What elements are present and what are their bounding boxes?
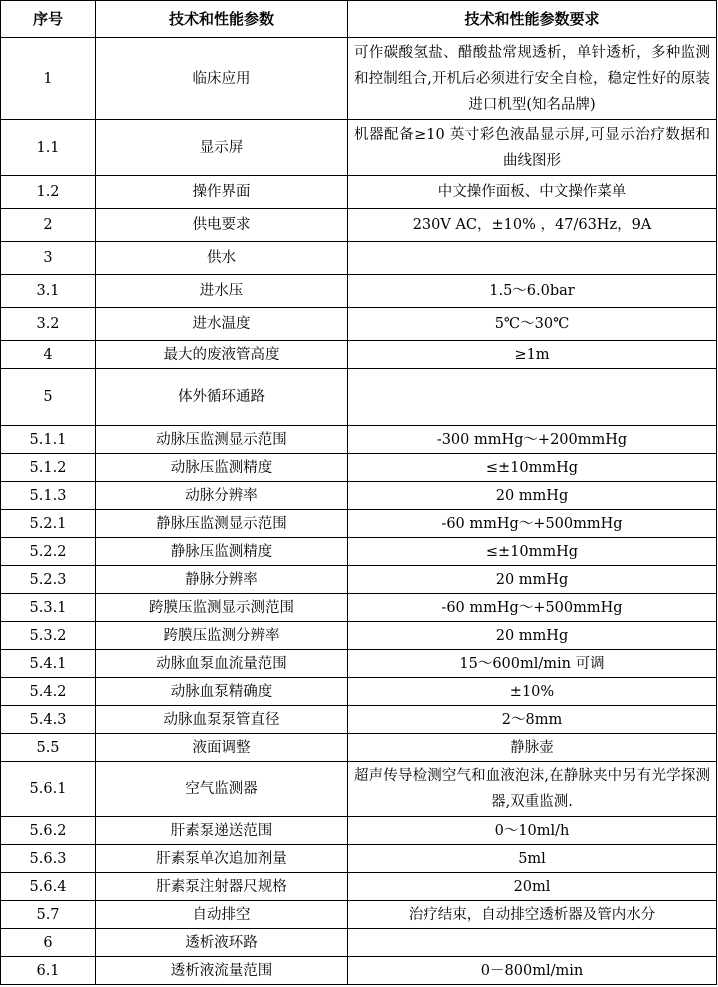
row-number: 3.2 bbox=[1, 308, 96, 341]
row-number: 5.6.4 bbox=[1, 873, 96, 901]
header-param: 技术和性能参数 bbox=[96, 1, 348, 38]
table-row bbox=[1, 706, 717, 734]
param-requirement: 中文操作面板、中文操作菜单 bbox=[348, 176, 717, 209]
table-row bbox=[1, 622, 717, 650]
param-requirement: ≥1m bbox=[348, 341, 717, 369]
param-requirement bbox=[348, 369, 717, 426]
param-name: 静脉压监测精度 bbox=[96, 538, 348, 566]
param-name: 供水 bbox=[96, 242, 348, 275]
row-number: 5.1.3 bbox=[1, 482, 96, 510]
param-name: 跨膜压监测分辨率 bbox=[96, 622, 348, 650]
param-requirement: 0～10ml/h bbox=[348, 817, 717, 845]
param-name: 跨膜压监测显示测范围 bbox=[96, 594, 348, 622]
row-number: 5.3.1 bbox=[1, 594, 96, 622]
table-row bbox=[1, 242, 717, 275]
table-row bbox=[1, 341, 717, 369]
param-name: 动脉血泵泵管直径 bbox=[96, 706, 348, 734]
param-requirement bbox=[348, 929, 717, 957]
param-requirement: 0－800ml/min bbox=[348, 957, 717, 985]
table-row bbox=[1, 209, 717, 242]
table-row bbox=[1, 566, 717, 594]
param-name: 静脉压监测显示范围 bbox=[96, 510, 348, 538]
row-number: 5.1.1 bbox=[1, 426, 96, 454]
param-requirement: 20 mmHg bbox=[348, 622, 717, 650]
row-number: 1 bbox=[1, 38, 96, 120]
param-name: 动脉血泵血流量范围 bbox=[96, 650, 348, 678]
param-name: 动脉血泵精确度 bbox=[96, 678, 348, 706]
header-req: 技术和性能参数要求 bbox=[348, 1, 717, 38]
header-row bbox=[1, 1, 717, 38]
param-name: 动脉压监测显示范围 bbox=[96, 426, 348, 454]
param-name: 透析液流量范围 bbox=[96, 957, 348, 985]
row-number: 5.1.2 bbox=[1, 454, 96, 482]
param-requirement: -60 mmHg～+500mmHg bbox=[348, 510, 717, 538]
param-name: 进水温度 bbox=[96, 308, 348, 341]
param-name: 动脉分辨率 bbox=[96, 482, 348, 510]
table-row bbox=[1, 957, 717, 985]
param-requirement: -300 mmHg～+200mmHg bbox=[348, 426, 717, 454]
row-number: 5.6.1 bbox=[1, 762, 96, 817]
param-requirement: ≤±10mmHg bbox=[348, 538, 717, 566]
param-name: 自动排空 bbox=[96, 901, 348, 929]
param-name: 肝素泵注射器尺规格 bbox=[96, 873, 348, 901]
row-number: 5.2.1 bbox=[1, 510, 96, 538]
param-name: 供电要求 bbox=[96, 209, 348, 242]
param-requirement: 5ml bbox=[348, 845, 717, 873]
row-number: 5.6.2 bbox=[1, 817, 96, 845]
row-number: 3.1 bbox=[1, 275, 96, 308]
param-requirement: 治疗结束，自动排空透析器及管内水分 bbox=[348, 901, 717, 929]
param-requirement: 20ml bbox=[348, 873, 717, 901]
header-no: 序号 bbox=[1, 1, 96, 38]
row-number: 3 bbox=[1, 242, 96, 275]
table-row bbox=[1, 678, 717, 706]
table-row bbox=[1, 369, 717, 426]
param-name: 肝素泵递送范围 bbox=[96, 817, 348, 845]
param-name: 空气监测器 bbox=[96, 762, 348, 817]
row-number: 5 bbox=[1, 369, 96, 426]
row-number: 1.1 bbox=[1, 120, 96, 176]
param-name: 肝素泵单次追加剂量 bbox=[96, 845, 348, 873]
table-row bbox=[1, 308, 717, 341]
param-requirement: 机器配备≥10 英寸彩色液晶显示屏,可显示治疗数据和曲线图形 bbox=[348, 120, 717, 176]
row-number: 5.7 bbox=[1, 901, 96, 929]
param-requirement: 静脉壶 bbox=[348, 734, 717, 762]
param-name: 最大的废液管高度 bbox=[96, 341, 348, 369]
param-name: 显示屏 bbox=[96, 120, 348, 176]
table-row bbox=[1, 650, 717, 678]
param-name: 透析液环路 bbox=[96, 929, 348, 957]
param-name: 临床应用 bbox=[96, 38, 348, 120]
table-row bbox=[1, 845, 717, 873]
param-requirement: 1.5～6.0bar bbox=[348, 275, 717, 308]
row-number: 5.3.2 bbox=[1, 622, 96, 650]
param-requirement bbox=[348, 242, 717, 275]
param-name: 操作界面 bbox=[96, 176, 348, 209]
table-row bbox=[1, 762, 717, 817]
row-number: 5.2.2 bbox=[1, 538, 96, 566]
param-requirement: 20 mmHg bbox=[348, 566, 717, 594]
table-row bbox=[1, 38, 717, 120]
param-requirement: ≤±10mmHg bbox=[348, 454, 717, 482]
row-number: 5.2.3 bbox=[1, 566, 96, 594]
row-number: 6.1 bbox=[1, 957, 96, 985]
table-row bbox=[1, 176, 717, 209]
table-row bbox=[1, 454, 717, 482]
param-requirement: ±10% bbox=[348, 678, 717, 706]
param-requirement: 2～8mm bbox=[348, 706, 717, 734]
table-row bbox=[1, 817, 717, 845]
row-number: 5.4.1 bbox=[1, 650, 96, 678]
param-requirement: 15～600ml/min 可调 bbox=[348, 650, 717, 678]
table-row bbox=[1, 594, 717, 622]
table-row bbox=[1, 510, 717, 538]
table-row bbox=[1, 734, 717, 762]
table-row bbox=[1, 120, 717, 176]
row-number: 5.4.2 bbox=[1, 678, 96, 706]
row-number: 5.5 bbox=[1, 734, 96, 762]
param-requirement: 可作碳酸氢盐、醋酸盐常规透析，单针透析，多种监测和控制组合,开机后必须进行安全自检，稳定性好的原装进口机型(知名品牌) bbox=[348, 38, 717, 120]
table-row bbox=[1, 929, 717, 957]
table-row bbox=[1, 275, 717, 308]
table-row bbox=[1, 873, 717, 901]
table-row bbox=[1, 901, 717, 929]
row-number: 5.6.3 bbox=[1, 845, 96, 873]
row-number: 2 bbox=[1, 209, 96, 242]
table-body bbox=[1, 38, 717, 985]
row-number: 6 bbox=[1, 929, 96, 957]
param-name: 液面调整 bbox=[96, 734, 348, 762]
param-requirement: 230V AC，±10% ，47/63Hz，9A bbox=[348, 209, 717, 242]
param-requirement: 5℃～30℃ bbox=[348, 308, 717, 341]
table-row bbox=[1, 538, 717, 566]
param-requirement: 超声传导检测空气和血液泡沫,在静脉夹中另有光学探测器,双重监测. bbox=[348, 762, 717, 817]
param-name: 静脉分辨率 bbox=[96, 566, 348, 594]
row-number: 5.4.3 bbox=[1, 706, 96, 734]
param-requirement: -60 mmHg～+500mmHg bbox=[348, 594, 717, 622]
param-name: 进水压 bbox=[96, 275, 348, 308]
param-name: 体外循环通路 bbox=[96, 369, 348, 426]
param-name: 动脉压监测精度 bbox=[96, 454, 348, 482]
row-number: 1.2 bbox=[1, 176, 96, 209]
table-row bbox=[1, 482, 717, 510]
row-number: 4 bbox=[1, 341, 96, 369]
table-row bbox=[1, 426, 717, 454]
param-requirement: 20 mmHg bbox=[348, 482, 717, 510]
